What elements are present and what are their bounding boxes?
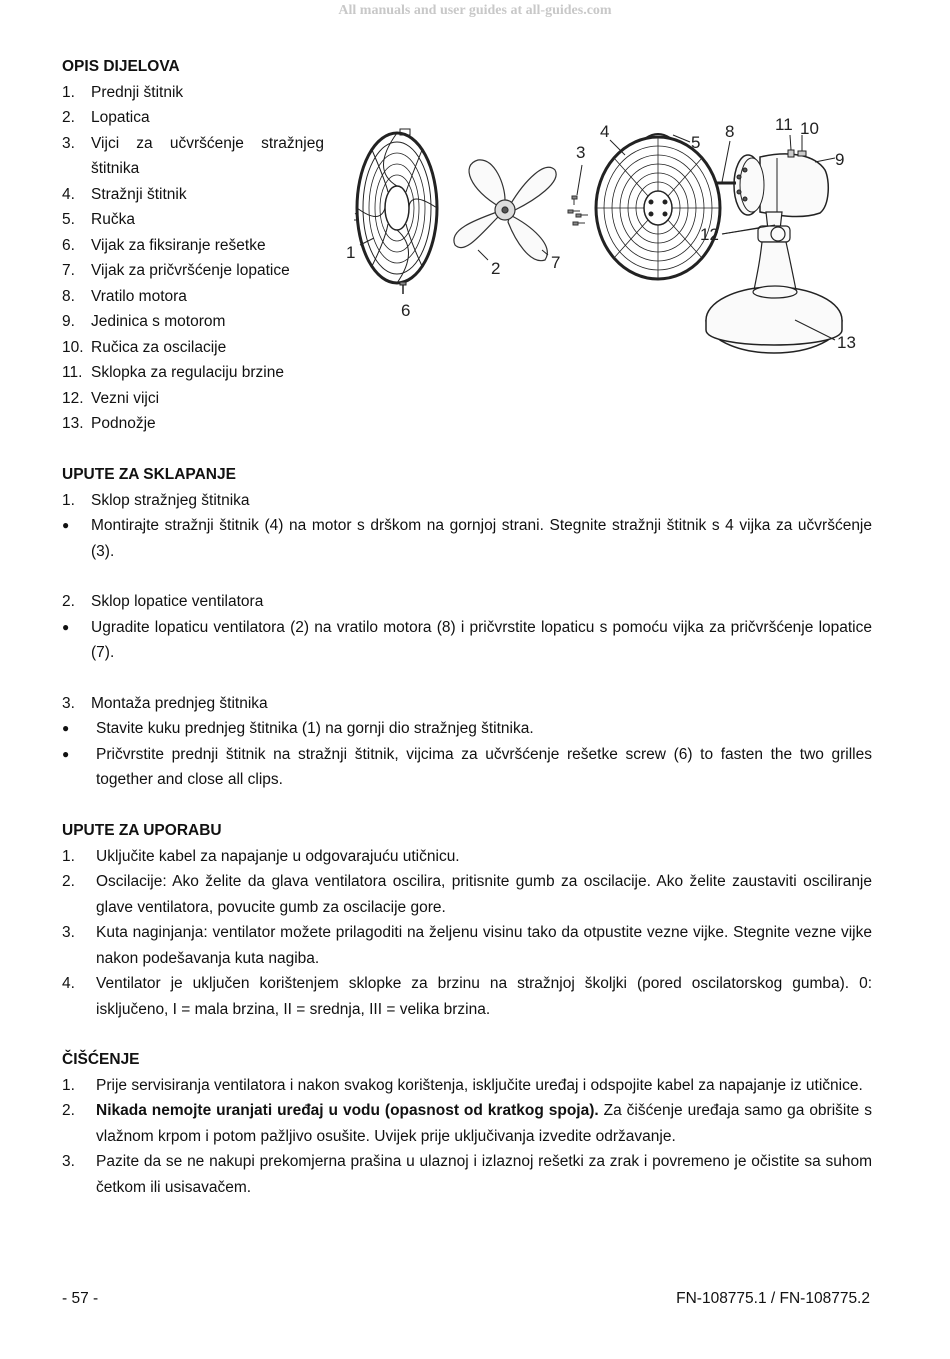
- list-item: [62, 513, 872, 564]
- list-number: 2.: [62, 1102, 75, 1119]
- callout-8: 8: [725, 122, 735, 141]
- list-item: [62, 1098, 872, 1149]
- list-number: 12.: [62, 389, 84, 407]
- callout-12: 12: [700, 225, 719, 244]
- fan-blade-illustration: [454, 160, 556, 261]
- callout-4: 4: [600, 122, 610, 141]
- step-number: 2.: [62, 593, 75, 610]
- list-number: 3.: [62, 1153, 75, 1170]
- callout-3: 3: [576, 143, 586, 162]
- list-text: Vratilo motora: [91, 287, 187, 305]
- list-number: 4.: [62, 185, 75, 203]
- rear-grille-illustration: [596, 134, 720, 279]
- list-number: 3.: [62, 134, 75, 152]
- list-text: Uključite kabel za napajanje u odgovarajuću utičnicu.: [96, 847, 460, 865]
- step-number: 3.: [62, 694, 75, 712]
- list-number: 9.: [62, 313, 75, 330]
- list-number: 1.: [62, 83, 75, 101]
- list-text: Prednji štitnik: [91, 83, 184, 101]
- list-number: 13.: [62, 415, 84, 432]
- cleaning-title: ČIŠĆENJE: [62, 1051, 140, 1068]
- list-item: [62, 742, 872, 793]
- list-number: 11.: [62, 364, 83, 381]
- parts-title: OPIS DIJELOVA: [62, 58, 180, 75]
- list-text: Vijci za učvršćenje stražnjeg: [91, 134, 324, 152]
- callout-7: 7: [551, 253, 561, 272]
- list-text: Vezni vijci: [91, 389, 160, 407]
- callout-11: 11: [775, 115, 793, 134]
- list-text: Ručica za oscilacije: [91, 338, 227, 356]
- list-item: [62, 80, 324, 106]
- list-item: [62, 971, 872, 1022]
- list-text: Ventilator je uključen korištenjem sklopke za brzinu na stražnjoj školjki (pored oscilatorskog gumba). 0: isključeno, I = mala brzina, II = srednja, III = velika brzina.: [96, 975, 872, 1018]
- bullet: ●: [62, 721, 70, 735]
- usage-title: UPUTE ZA UPORABU: [62, 822, 222, 839]
- step-title: Montaža prednjeg štitnika: [91, 694, 268, 712]
- step-title: Sklop stražnjeg štitnika: [91, 491, 250, 509]
- list-item: [62, 844, 872, 870]
- watermark: All manuals and user guides at all-guides.com: [338, 3, 612, 18]
- list-text: Vijak za pričvršćenje lopatice: [91, 262, 290, 279]
- list-text: Montirajte stražnji štitnik (4) na motor s drškom na gornjoj strani. Stegnite stražnji štitnik s 4 vijka za učvršćenje (3).: [91, 517, 872, 560]
- list-text: Prije servisiranja ventilatora i nakon svakog korištenja, isključite uređaj i odspojite kabel za napajanje iz utičnice.: [96, 1076, 863, 1094]
- list-item: [62, 411, 324, 437]
- list-item: [62, 335, 324, 361]
- assembly-title: UPUTE ZA SKLAPANJE: [62, 466, 236, 483]
- list-text: Za čišćenje uređaja samo ga obrišite s vlažnom krpom i potom pažljivo osušite. Uvijek prije uključivanja izvedite održavanje.: [96, 1102, 872, 1145]
- list-number: 2.: [62, 873, 75, 890]
- model-number: FN-108775.1 / FN-108775.2: [676, 1290, 870, 1307]
- callout-13: 13: [837, 333, 856, 352]
- list-text: Lopatica: [91, 109, 150, 126]
- bullet: ●: [62, 746, 70, 761]
- rear-grille-screws-illustration: [568, 196, 588, 225]
- list-item: [62, 258, 324, 284]
- callout-2: 2: [491, 259, 501, 278]
- bullet: ●: [62, 518, 70, 532]
- assembly-section: [62, 462, 872, 793]
- list-number: 4.: [62, 975, 75, 992]
- assembly-step-3: [62, 691, 872, 717]
- fan-exploded-diagram: [330, 110, 890, 360]
- list-text: Vijak za fiksiranje rešetke: [91, 236, 266, 254]
- front-grille-illustration: [354, 129, 437, 283]
- list-item: [62, 615, 872, 666]
- list-text: Ugradite lopaticu ventilatora (2) na vratilo motora (8) i pričvrstite lopaticu s pomoću vijka za pričvršćenje lopatice (7).: [91, 618, 872, 661]
- list-item: [62, 131, 324, 157]
- step-title: Sklop lopatice ventilatora: [91, 593, 264, 610]
- assembly-step-2: [62, 589, 872, 615]
- list-number: 7.: [62, 262, 75, 279]
- list-text: Pazite da se ne nakupi prekomjerna prašina u ulaznoj i izlaznoj rešetki za zrak i povremeno je očistite sa suhom četkom ili usisavačem.: [96, 1153, 872, 1196]
- usage-section: [62, 818, 872, 1022]
- list-text: štitnika: [91, 160, 140, 177]
- list-number: 6.: [62, 236, 75, 254]
- parts-list: [62, 80, 324, 437]
- list-text: Stražnji štitnik: [91, 185, 187, 203]
- list-text: Kuta naginjanja: ventilator možete prilagoditi na željenu visinu tako da otpustite vezne vijke. Stegnite vezne vijke nakon podešavanja kuta nagiba.: [96, 924, 872, 967]
- list-item: [62, 309, 324, 335]
- assembly-step-1: [62, 488, 872, 514]
- list-item: [62, 716, 872, 742]
- list-item: [62, 156, 324, 182]
- list-item: [62, 869, 872, 920]
- list-number: 3.: [62, 924, 75, 941]
- list-item: [62, 284, 324, 310]
- grille-screw-illustration: [400, 282, 406, 294]
- motor-unit-illustration: [716, 150, 828, 217]
- list-item: [62, 207, 324, 233]
- list-text: Sklopka za regulaciju brzine: [91, 364, 284, 381]
- callout-10: 10: [800, 119, 819, 138]
- cleaning-section: [62, 1047, 872, 1200]
- list-text: Ručka: [91, 211, 135, 228]
- list-text: Jedinica s motorom: [91, 313, 226, 330]
- list-item: [62, 233, 324, 259]
- bullet: ●: [62, 619, 70, 634]
- step-number: 1.: [62, 491, 75, 509]
- list-item: [62, 182, 324, 208]
- list-text: Podnožje: [91, 415, 156, 432]
- list-number: 1.: [62, 1076, 75, 1094]
- list-item: [62, 386, 324, 412]
- list-item: [62, 1149, 872, 1200]
- list-item: [62, 360, 324, 386]
- parts-section: [62, 54, 324, 437]
- list-item: [62, 105, 324, 131]
- list-item: [62, 1073, 872, 1099]
- list-item: [62, 920, 872, 971]
- list-text: Pričvrstite prednji štitnik na stražnji štitnik, vijcima za učvršćenje rešetke screw (6) to fasten the two grilles together and close all clips.: [96, 745, 872, 788]
- list-text: Stavite kuku prednjeg štitnika (1) na gornji dio stražnjeg štitnika.: [96, 720, 534, 737]
- list-number: 2.: [62, 109, 75, 126]
- list-number: 8.: [62, 287, 75, 305]
- warning-text: Nikada nemojte uranjati uređaj u vodu (opasnost od kratkog spoja).: [96, 1102, 599, 1119]
- list-number: 10.: [62, 338, 84, 356]
- callout-1: 1: [346, 243, 356, 262]
- callout-5: 5: [691, 133, 701, 152]
- page-number: - 57 -: [62, 1290, 99, 1307]
- list-text: Oscilacije: Ako želite da glava ventilatora oscilira, pritisnite gumb za oscilacije. Ako želite zaustaviti osciliranje glave ventilatora, povucite gumb za oscilacije gore.: [96, 873, 872, 916]
- callout-6: 6: [401, 301, 411, 320]
- callout-9: 9: [835, 150, 845, 169]
- list-number: 1.: [62, 847, 75, 865]
- list-number: 5.: [62, 211, 75, 228]
